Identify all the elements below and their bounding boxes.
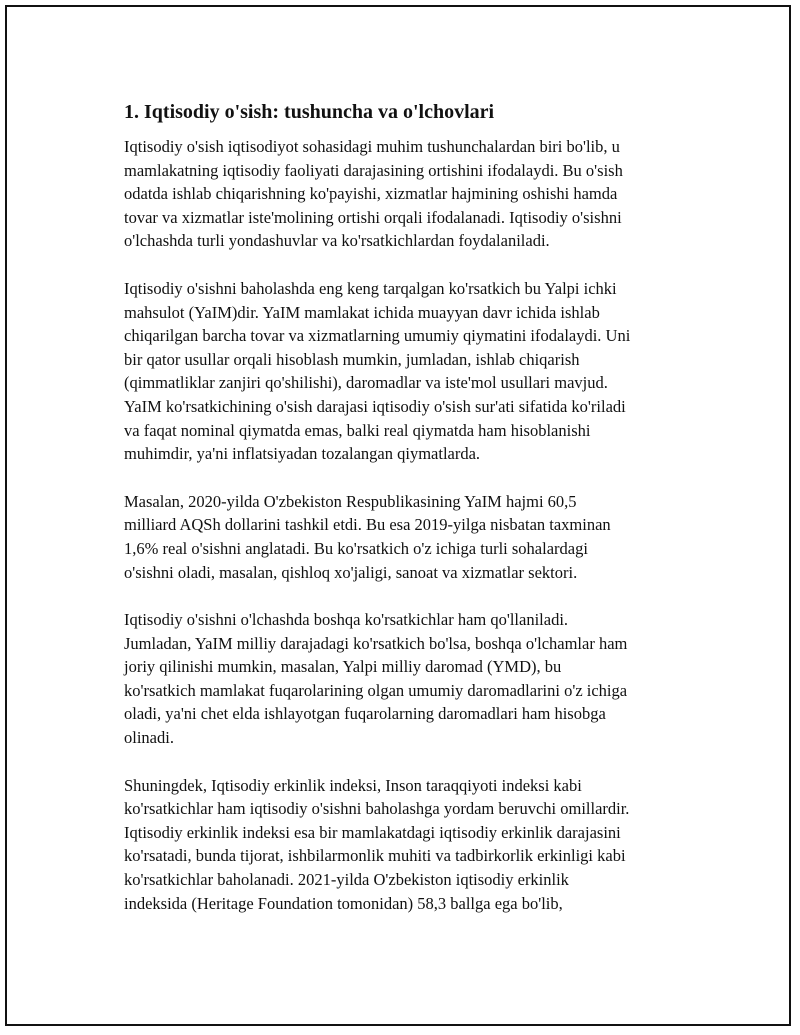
page-frame — [5, 5, 791, 1026]
document-body — [124, 99, 694, 939]
paragraph-2: Iqtisodiy o'sishni baholashda eng keng tarqalgan ko'rsatkich bu Yalpi ichki mahsulot (YaIM)dir. YaIM mamlakat ichida muayyan davr ichida ishlab chiqarilgan barcha tovar va xizmatlarning umumiy qiymatini ifodalaydi. Uni bir qator usullar orqali hisoblash mumkin, jumladan, ishlab chiqarish (qimmatliklar zanjiri qo'shilishi), daromadlar va iste'mol usullari mavjud. YaIM ko'rsatkichining o'sish darajasi iqtisodiy o'sish sur'ati sifatida ko'riladi va faqat nominal qiymatda emas, balki real qiymatda ham hisoblanishi muhimdir, ya'ni inflatsiyadan tozalangan qiymatlarda. — [124, 278, 631, 464]
paragraph-3: Masalan, 2020-yilda O'zbekiston Respublikasining YaIM hajmi 60,5 milliard AQSh dollarini tashkil etdi. Bu esa 2019-yilga nisbatan taxminan 1,6% real o'sishni anglatadi. Bu ko'rsatkich o'z ichiga turli sohalardagi o'sishni oladi, masalan, qishloq xo'jaligi, sanoat va xizmatlar sektori. — [124, 491, 611, 582]
section-heading: 1. Iqtisodiy o'sish: tushuncha va o'lchovlari — [124, 101, 495, 123]
paragraph-4: Iqtisodiy o'sishni o'lchashda boshqa ko'rsatkichlar ham qo'llaniladi. Jumladan, YaIM milliy darajadagi ko'rsatkich bo'lsa, boshqa o'lchamlar ham joriy qilinishi mumkin, masalan, Yalpi milliy daromad (YMD), bu ko'rsatkich mamlakat fuqarolarining olgan umumiy daromadlarini o'z ichiga oladi, ya'ni chet elda ishlayotgan fuqarolarning daromadlari ham hisobga olinadi. — [124, 610, 628, 748]
paragraph-5: Shuningdek, Iqtisodiy erkinlik indeksi, Inson taraqqiyoti indeksi kabi ko'rsatkichlar ham iqtisodiy o'sishni baholashga yordam beruvchi omillardir. Iqtisodiy erkinlik indeksi esa bir mamlakatdagi iqtisodiy erkinlik darajasini ko'rsatadi, bunda tijorat, ishbilarmonlik muhiti va tadbirkorlik erkinligi kabi ko'rsatkichlar baholanadi. 2021-yilda O'zbekiston iqtisodiy erkinlik indeksida (Heritage Foundation tomonidan) 58,3 ballga ega bo'lib, — [124, 775, 630, 913]
paragraph-1: Iqtisodiy o'sish iqtisodiyot sohasidagi muhim tushunchalardan biri bo'lib, u mamlakatning iqtisodiy faoliyati darajasining ortishini ifodalaydi. Bu o'sish odatda ishlab chiqarishning ko'payishi, xizmatlar hajmining oshishi hamda tovar va xizmatlar iste'molining ortishi orqali ifodalanadi. Iqtisodiy o'sishni o'lchashda turli yondashuvlar va ko'rsatkichlardan foydalaniladi. — [124, 137, 623, 251]
